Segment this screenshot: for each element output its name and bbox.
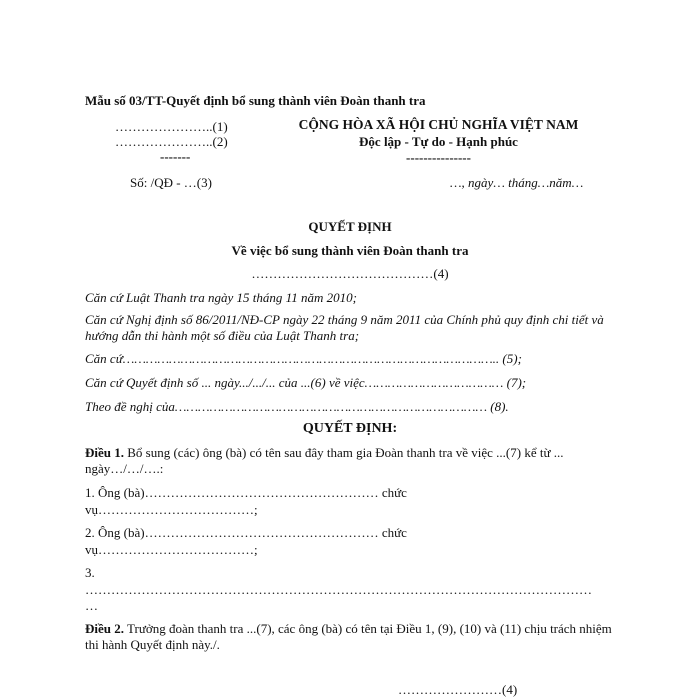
agency-line-1: …………………..(1) [115,119,228,134]
member-3-number: 3. [85,565,95,580]
article-2-text: Trưởng đoàn thanh tra ...(7), các ông (bà) có tên tại Điều 1, (9), (10) và (11) chịu trách nhiệm thi hành Quyết định này./. [85,621,612,652]
member-3-dots: ……………………………………………………………………………………………………… [85,582,592,597]
country-name: CỘNG HÒA XÃ HỘI CHỦ NGHĨA VIỆT NAM [298,117,579,132]
issuing-authority: ……………………………………(4) [251,266,449,281]
agency-line-2: …………………..(2) [115,134,228,149]
signature-authority: ……………………(4) [398,682,518,697]
decision-heading: QUYẾT ĐỊNH: [302,421,398,436]
article-2 [85,621,615,653]
member-1-name: 1. Ông (bà)……………………………………………… chức [85,485,407,500]
basis-proposal: Theo đề nghị của……………………………………………………………………… (8). [85,399,509,414]
place-date: …, ngày… tháng…năm… [450,175,584,190]
article-1 [85,445,615,477]
article-2-label: Điều 2. [85,621,124,636]
national-motto: Độc lập - Tự do - Hạnh phúc [359,134,518,149]
left-header-rule: ------- [160,149,191,164]
document-heading: QUYẾT ĐỊNH [308,219,392,234]
member-3-end: … [85,598,98,613]
article-1-text: Bổ sung (các) ông (bà) có tên sau đây tham gia Đoàn thanh tra về việc ...(7) kể từ ... ngày…/…/….: [85,445,564,476]
document-subject: Về việc bổ sung thành viên Đoàn thanh tra [231,243,469,258]
decision-number: Số: /QĐ - …(3) [130,175,212,190]
member-2-position: vụ………………………………; [85,542,258,557]
basis-decision: Căn cứ Quyết định số ... ngày.../.../... của ...(6) về việc……………………………… (7); [85,375,527,390]
basis-decree: Căn cứ Nghị định số 86/2011/NĐ-CP ngày 22 tháng 9 năm 2011 của Chính phủ quy định chi tiết và hướng dẫn thi hành một số điều của Luật Thanh tra; [85,312,604,343]
basis-law: Căn cứ Luật Thanh tra ngày 15 tháng 11 năm 2010; [85,290,357,305]
right-header-rule: --------------- [406,150,471,165]
member-2-name: 2. Ông (bà)……………………………………………… chức [85,525,407,540]
form-title: Mẫu số 03/TT-Quyết định bổ sung thành viên Đoàn thanh tra [85,93,426,108]
basis-other: Căn cứ…………………………………………………………………………………….. (5); [85,351,522,366]
article-1-label: Điều 1. [85,445,124,460]
member-1-position: vụ………………………………; [85,502,258,517]
